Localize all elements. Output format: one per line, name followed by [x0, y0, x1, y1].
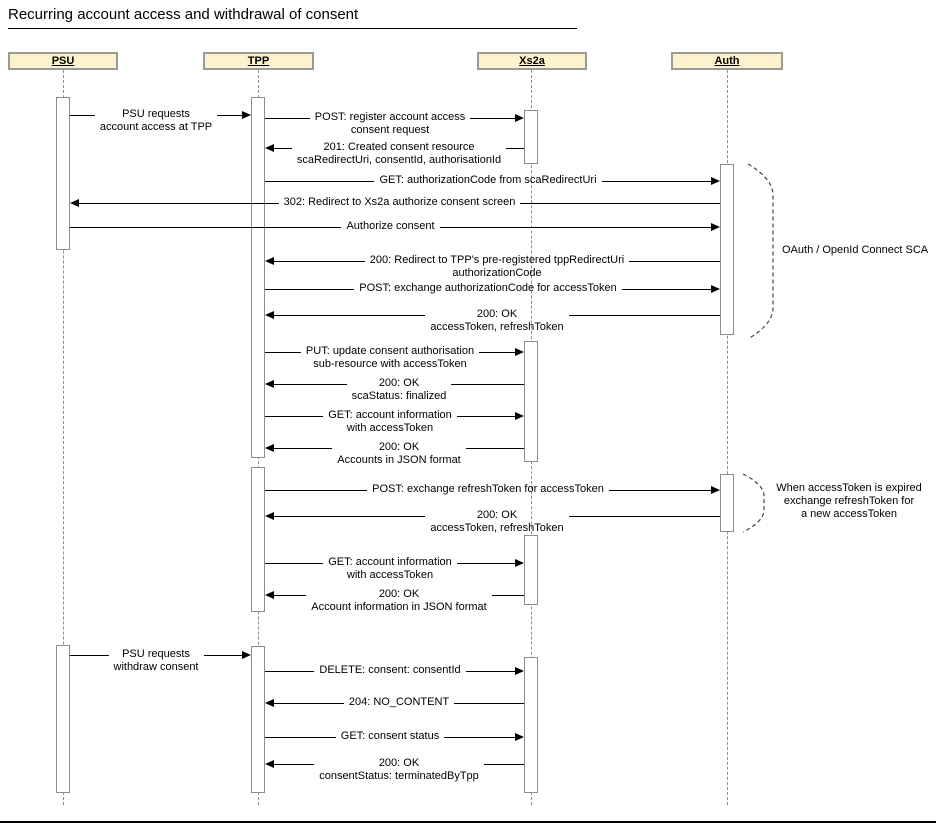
message-17-xs2a-to-tpp — [265, 588, 524, 614]
message-line — [274, 384, 347, 385]
message-label: 201: Created consent resource scaRedirectUri, consentId, authorisationId — [296, 141, 502, 166]
message-line — [274, 261, 365, 262]
message-label: 200: OK scaStatus: finalized — [351, 377, 447, 402]
message-13-xs2a-to-tpp — [265, 441, 524, 467]
message-line — [265, 181, 374, 182]
message-15-auth-to-tpp — [265, 509, 720, 535]
message-label: 204: NO_CONTENT — [348, 696, 450, 708]
message-label: 200: OK accessToken, refreshToken — [430, 509, 564, 534]
actor-label-xs2a: Xs2a — [519, 55, 545, 67]
annotation-brace-icon — [747, 163, 779, 340]
message-line — [274, 315, 425, 316]
message-label: DELETE: consent: consentId — [319, 664, 461, 676]
message-19-tpp-to-xs2a — [265, 664, 524, 677]
activation-psu — [56, 645, 70, 793]
actor-xs2a — [477, 52, 587, 70]
message-line — [265, 416, 323, 417]
message-line — [265, 671, 314, 672]
message-9-auth-to-tpp — [265, 308, 720, 334]
activation-auth — [720, 474, 734, 532]
message-label: Authorize consent — [346, 220, 435, 232]
activation-xs2a — [524, 341, 538, 462]
message-10-tpp-to-xs2a — [265, 345, 524, 371]
message-line — [602, 181, 711, 182]
activation-auth — [720, 164, 734, 335]
message-line — [440, 227, 711, 228]
arrowhead-left-icon — [265, 699, 274, 707]
message-label: 302: Redirect to Xs2a authorize consent screen — [283, 196, 516, 208]
arrowhead-left-icon — [265, 591, 274, 599]
message-line — [457, 416, 515, 417]
actor-psu — [8, 52, 118, 70]
arrowhead-right-icon — [515, 348, 524, 356]
message-line — [265, 118, 310, 119]
arrowhead-right-icon — [711, 486, 720, 494]
activation-tpp — [251, 97, 265, 458]
message-18-psu-to-tpp — [70, 648, 251, 674]
arrowhead-right-icon — [515, 114, 524, 122]
annotation-text-oauth-sca: OAuth / OpenId Connect SCA — [782, 244, 929, 256]
activation-psu — [56, 97, 70, 250]
message-22-xs2a-to-tpp — [265, 757, 524, 783]
message-line — [265, 289, 354, 290]
message-4-tpp-to-auth — [265, 174, 720, 187]
message-line — [274, 516, 425, 517]
message-label: GET: authorizationCode from scaRedirectUri — [379, 174, 597, 186]
message-label: 200: OK Account information in JSON format — [311, 588, 487, 613]
arrowhead-right-icon — [515, 559, 524, 567]
message-7-auth-to-tpp — [265, 254, 720, 280]
arrowhead-right-icon — [242, 651, 251, 659]
message-label: POST: exchange authorizationCode for accessToken — [359, 282, 617, 294]
message-label: 200: OK accessToken, refreshToken — [430, 308, 564, 333]
arrowhead-left-icon — [70, 199, 79, 207]
message-line — [274, 764, 314, 765]
message-label: PSU requests account access at TPP — [99, 108, 213, 133]
message-21-tpp-to-xs2a — [265, 730, 524, 743]
message-line — [79, 203, 279, 204]
actor-auth — [671, 52, 783, 70]
arrowhead-left-icon — [265, 144, 274, 152]
message-line — [629, 261, 720, 262]
message-line — [484, 764, 524, 765]
message-line — [274, 448, 332, 449]
arrowhead-right-icon — [242, 111, 251, 119]
message-1-psu-to-tpp — [70, 108, 251, 134]
activation-tpp — [251, 467, 265, 612]
annotation-brace-icon — [742, 473, 770, 533]
message-line — [470, 118, 515, 119]
message-line — [217, 115, 242, 116]
message-line — [506, 148, 524, 149]
actor-label-psu: PSU — [51, 55, 75, 67]
message-16-tpp-to-xs2a — [265, 556, 524, 582]
message-line — [265, 563, 323, 564]
message-line — [274, 148, 292, 149]
diagram-title: Recurring account access and withdrawal of consent — [8, 6, 359, 23]
message-line — [622, 289, 711, 290]
title-underline — [8, 28, 577, 29]
message-2-tpp-to-xs2a — [265, 111, 524, 137]
message-line — [466, 448, 524, 449]
message-line — [466, 671, 515, 672]
message-8-tpp-to-auth — [265, 282, 720, 295]
message-label: 200: OK Accounts in JSON format — [337, 441, 461, 466]
arrowhead-right-icon — [711, 223, 720, 231]
message-label: POST: register account access consent request — [314, 111, 466, 136]
message-line — [492, 595, 524, 596]
message-line — [569, 315, 720, 316]
message-11-xs2a-to-tpp — [265, 377, 524, 403]
message-line — [569, 516, 720, 517]
message-3-xs2a-to-tpp — [265, 141, 524, 167]
message-line — [204, 655, 243, 656]
message-line — [265, 352, 301, 353]
message-6-psu-to-auth — [70, 220, 720, 233]
arrowhead-right-icon — [711, 285, 720, 293]
message-line — [444, 737, 515, 738]
message-line — [451, 384, 524, 385]
message-line — [265, 490, 367, 491]
message-label: GET: consent status — [340, 730, 440, 742]
message-label: POST: exchange refreshToken for accessToken — [372, 483, 604, 495]
actor-label-auth: Auth — [714, 55, 740, 67]
activation-tpp — [251, 646, 265, 793]
activation-xs2a — [524, 535, 538, 605]
message-20-xs2a-to-tpp — [265, 696, 524, 709]
message-label: 200: Redirect to TPP's pre-registered tppRedirectUri authorizationCode — [369, 254, 625, 279]
message-line — [70, 655, 109, 656]
activation-xs2a — [524, 110, 538, 164]
message-line — [520, 203, 720, 204]
activation-xs2a — [524, 657, 538, 793]
message-line — [479, 352, 515, 353]
message-12-tpp-to-xs2a — [265, 409, 524, 435]
actor-label-tpp: TPP — [247, 55, 270, 67]
message-line — [457, 563, 515, 564]
arrowhead-left-icon — [265, 760, 274, 768]
arrowhead-left-icon — [265, 311, 274, 319]
message-line — [265, 737, 336, 738]
message-14-tpp-to-auth — [265, 483, 720, 496]
annotation-text-refresh-token-note: When accessToken is expired exchange refreshToken for a new accessToken — [776, 482, 922, 520]
arrowhead-right-icon — [515, 667, 524, 675]
message-label: PUT: update consent authorisation sub-resource with accessToken — [305, 345, 475, 370]
message-line — [454, 703, 524, 704]
actor-tpp — [203, 52, 314, 70]
arrowhead-left-icon — [265, 380, 274, 388]
footer-line — [0, 821, 936, 823]
arrowhead-left-icon — [265, 444, 274, 452]
message-label: GET: account information with accessToken — [328, 556, 452, 581]
message-label: GET: account information with accessToken — [328, 409, 452, 434]
message-5-auth-to-psu — [70, 196, 720, 209]
message-line — [70, 115, 95, 116]
message-line — [274, 703, 344, 704]
message-label: PSU requests withdraw consent — [113, 648, 199, 673]
arrowhead-right-icon — [515, 412, 524, 420]
arrowhead-right-icon — [515, 733, 524, 741]
message-line — [274, 595, 306, 596]
message-line — [609, 490, 711, 491]
arrowhead-right-icon — [711, 177, 720, 185]
message-line — [70, 227, 341, 228]
arrowhead-left-icon — [265, 257, 274, 265]
message-label: 200: OK consentStatus: terminatedByTpp — [319, 757, 479, 782]
arrowhead-left-icon — [265, 512, 274, 520]
